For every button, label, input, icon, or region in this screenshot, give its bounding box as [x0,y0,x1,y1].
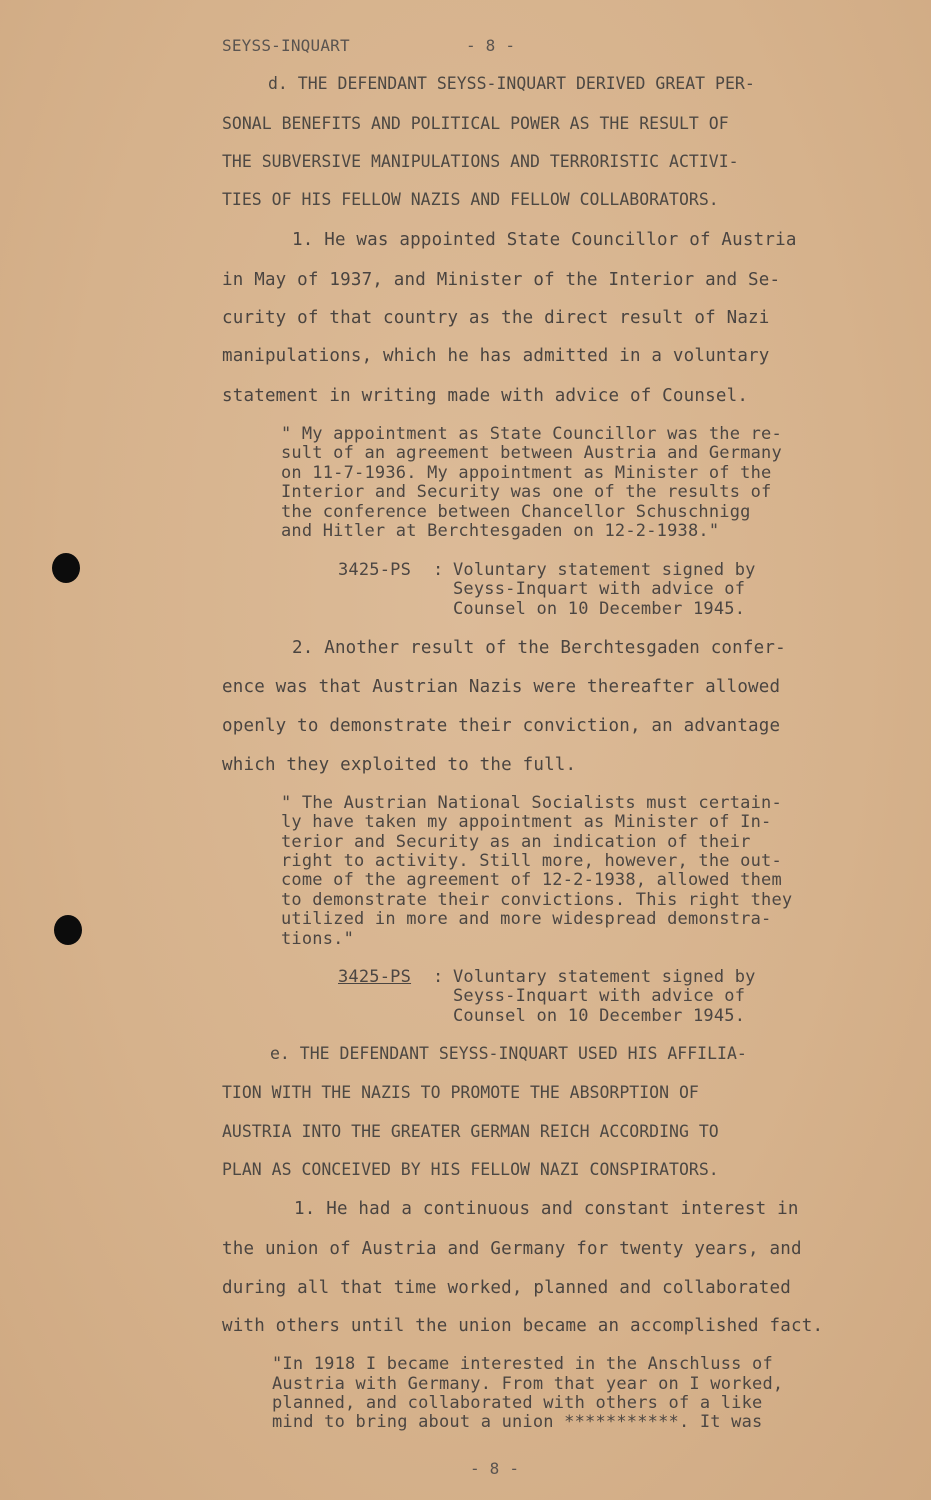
quote-2-line-6: to demonstrate their convictions. This right they [281,890,793,910]
quote-1-line-4: Interior and Security was one of the results of [281,482,772,502]
quote-3-line-4: mind to bring about a union ***********. It was [272,1412,763,1432]
section-d-line-2: SONAL BENEFITS AND POLITICAL POWER AS THE RESULT OF [222,114,729,133]
section-e-line-2: TION WITH THE NAZIS TO PROMOTE THE ABSORPTION OF [222,1083,699,1102]
para-e1-line-1: 1. He had a continuous and constant interest in [294,1199,799,1219]
para-d2-line-1: 2. Another result of the Berchtesgaden confer- [292,638,786,658]
para-d1-line-1: 1. He was appointed State Councillor of Austria [292,230,797,250]
citation-2-doc: 3425-PS [338,967,412,987]
citation-1-line-2: Seyss-Inquart with advice of [453,579,746,599]
para-d1-line-5: statement in writing made with advice of Counsel. [222,386,749,406]
quote-1-line-2: sult of an agreement between Austria and Germany [281,443,782,463]
quote-2-line-3: terior and Security as an indication of their [281,832,751,852]
para-e1-line-4: with others until the union became an accomplished fact. [222,1316,824,1336]
section-e-line-1: e. THE DEFENDANT SEYSS-INQUART USED HIS AFFILIA- [270,1044,747,1063]
citation-1-doc: 3425-PS [338,560,412,580]
quote-2-line-7: utilized in more and more widespread demonstra- [281,909,772,929]
citation-1-separator: : [433,560,444,580]
quote-3-line-3: planned, and collaborated with others of a like [272,1393,763,1413]
quote-2-line-1: " The Austrian National Socialists must certain- [281,793,782,813]
quote-2-line-8: tions." [281,929,355,949]
quote-3-line-2: Austria with Germany. From that year on I worked, [272,1374,784,1394]
quote-2-line-2: ly have taken my appointment as Minister of In- [281,812,772,832]
citation-2-line-3: Counsel on 10 December 1945. [453,1006,746,1026]
section-e-line-3: AUSTRIA INTO THE GREATER GERMAN REICH ACCORDING TO [222,1122,719,1141]
quote-3-line-1: "In 1918 I became interested in the Anschluss of [272,1354,773,1374]
quote-1-line-1: " My appointment as State Councillor was the re- [281,424,782,444]
punch-hole-bottom [54,915,82,945]
para-d2-line-3: openly to demonstrate their conviction, an advantage [222,716,781,736]
citation-2-line-1: Voluntary statement signed by [453,967,756,987]
quote-2-line-5: come of the agreement of 12-2-1938, allowed them [281,870,782,890]
citation-1-line-3: Counsel on 10 December 1945. [453,599,746,619]
quote-2-line-4: right to activity. Still more, however, the out- [281,851,782,871]
para-d1-line-3: curity of that country as the direct result of Nazi [222,308,770,328]
section-e-line-4: PLAN AS CONCEIVED BY HIS FELLOW NAZI CONSPIRATORS. [222,1160,719,1179]
quote-1-line-5: the conference between Chancellor Schuschnigg [281,502,751,522]
para-d1-line-2: in May of 1937, and Minister of the Interior and Se- [222,270,781,290]
citation-2-line-2: Seyss-Inquart with advice of [453,986,746,1006]
para-e1-line-3: during all that time worked, planned and collaborated [222,1278,792,1298]
running-header: SEYSS-INQUART [222,36,350,55]
section-d-line-3: THE SUBVERSIVE MANIPULATIONS AND TERRORISTIC ACTIVI- [222,152,739,171]
para-d1-line-4: manipulations, which he has admitted in a voluntary [222,346,770,366]
para-d2-line-2: ence was that Austrian Nazis were thereafter allowed [222,677,781,697]
citation-2-separator: : [433,967,444,987]
para-d2-line-4: which they exploited to the full. [222,755,577,775]
para-e1-line-2: the union of Austria and Germany for twenty years, and [222,1239,802,1259]
footer-page-number: - 8 - [470,1459,520,1478]
section-d-line-1: d. THE DEFENDANT SEYSS-INQUART DERIVED GREAT PER- [268,74,755,93]
quote-1-line-6: and Hitler at Berchtesgaden on 12-2-1938." [281,521,720,541]
citation-1-line-1: Voluntary statement signed by [453,560,756,580]
header-page-number: - 8 - [466,36,516,55]
section-d-line-4: TIES OF HIS FELLOW NAZIS AND FELLOW COLLABORATORS. [222,190,719,209]
punch-hole-top [52,553,80,583]
quote-1-line-3: on 11-7-1936. My appointment as Minister of the [281,463,772,483]
